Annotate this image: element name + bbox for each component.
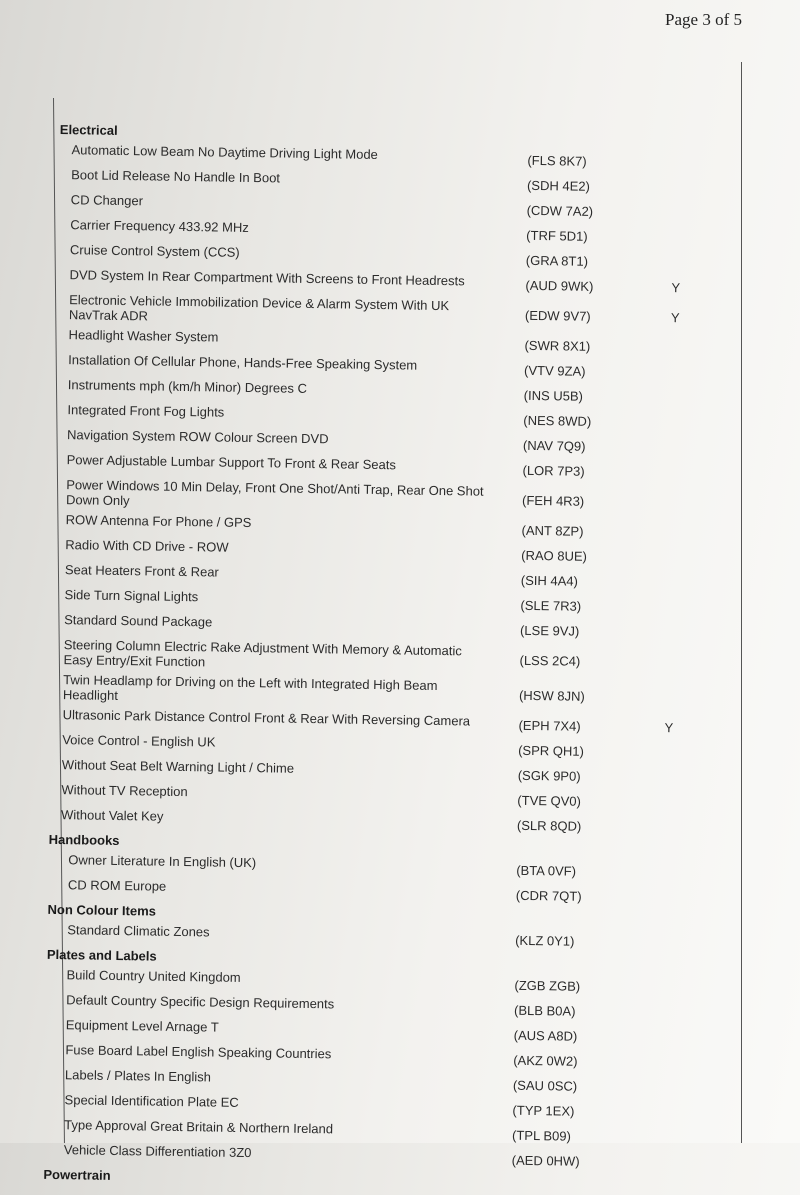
option-description: Build Country United Kingdom (66, 967, 241, 985)
option-description: Standard Climatic Zones (67, 922, 210, 940)
option-description: CD ROM Europe (67, 877, 167, 894)
option-code: (TVE QV0) (517, 792, 582, 809)
option-description: Labels / Plates In English (64, 1067, 212, 1085)
section-handbooks (48, 830, 689, 910)
option-description: Without TV Reception (61, 782, 188, 800)
option-code: (AKZ 0W2) (513, 1052, 578, 1069)
option-description: Fuse Board Label English Speaking Countries (65, 1042, 332, 1062)
option-description: Cruise Control System (CCS) (69, 242, 240, 260)
option-code: (LSS 2C4) (519, 652, 581, 669)
option-code: (NAV 7Q9) (522, 437, 586, 454)
option-code: (TPL B09) (511, 1127, 571, 1144)
option-description: DVD System In Rear Compartment With Screens to Front Headrests (69, 267, 465, 289)
section-title: Handbooks (48, 831, 120, 849)
option-code: (EPH 7X4) (518, 717, 581, 734)
option-description: Electronic Vehicle Immobilization Device & Alarm System With UK NavTrak ADR (68, 292, 450, 324)
option-code: (SPR QH1) (518, 742, 585, 759)
page-number: Page 3 of 5 (665, 10, 742, 29)
option-description: Power Windows 10 Min Delay, Front One Shot/Anti Trap, Rear One Shot Down Only (65, 477, 484, 509)
option-code: (SLE 7R3) (520, 597, 582, 614)
section-title: Electrical (59, 121, 118, 138)
option-code: (KLZ 0Y1) (515, 932, 575, 949)
option-description: Side Turn Signal Lights (64, 587, 199, 605)
option-code: (TRF 5D1) (526, 227, 588, 244)
option-description: Steering Column Electric Rake Adjustment With Memory & Automatic Easy Entry/Exit Function (63, 637, 462, 670)
option-description: Vehicle Class Differentiation 3Z0 (63, 1142, 252, 1161)
section-plates-and-labels (44, 945, 687, 1175)
option-code: (TYP 1EX) (512, 1102, 575, 1119)
option-code: (CDW 7A2) (526, 202, 594, 219)
option-description: Without Seat Belt Warning Light / Chime (61, 757, 295, 776)
option-description: Ultrasonic Park Distance Control Front & Rear With Reversing Camera (62, 707, 471, 729)
option-description: Equipment Level Arnage T (65, 1017, 219, 1035)
option-description: Standard Sound Package (64, 612, 213, 630)
option-code: (SLR 8QD) (516, 817, 582, 834)
option-code: (SAU 0SC) (512, 1077, 578, 1094)
option-flag: Y (664, 719, 674, 735)
section-electrical (49, 120, 700, 840)
option-code: (EDW 9V7) (524, 307, 591, 324)
option-description: Special Identification Plate EC (64, 1092, 239, 1110)
option-description: Navigation System ROW Colour Screen DVD (66, 427, 329, 447)
option-description: Automatic Low Beam No Daytime Driving Light Mode (71, 142, 378, 162)
option-description: CD Changer (70, 192, 144, 209)
option-description: Carrier Frequency 433.92 MHz (70, 217, 249, 235)
option-description: Boot Lid Release No Handle In Boot (71, 167, 281, 186)
option-code: (BLB B0A) (513, 1002, 576, 1019)
option-code: (AED 0HW) (511, 1152, 580, 1169)
option-code: (SGK 9P0) (517, 767, 581, 784)
option-description: Radio With CD Drive - ROW (65, 537, 229, 555)
option-code: (SWR 8X1) (524, 337, 591, 354)
section-title: Powertrain (43, 1166, 111, 1183)
option-description: Twin Headlamp for Driving on the Left with Integrated High Beam Headlight (62, 672, 438, 703)
section-title: Plates and Labels (46, 946, 157, 964)
option-code: (AUS A8D) (513, 1027, 578, 1044)
option-description: Integrated Front Fog Lights (67, 402, 225, 420)
option-code: (GRA 8T1) (525, 252, 589, 269)
option-description: ROW Antenna For Phone / GPS (65, 512, 252, 531)
option-code: (AUD 9WK) (525, 277, 594, 294)
option-code: (SDH 4E2) (526, 177, 591, 194)
option-description: Type Approval Great Britain & Northern Ireland (64, 1117, 334, 1137)
option-code: (INS U5B) (523, 387, 584, 404)
option-code: (HSW 8JN) (518, 687, 585, 704)
option-description: Without Valet Key (60, 807, 164, 824)
option-code: (ZGB ZGB) (514, 977, 581, 994)
option-description: Headlight Washer System (68, 327, 219, 345)
option-code: (FLS 8K7) (527, 152, 587, 169)
option-code: (ANT 8ZP) (521, 522, 584, 539)
options-list (43, 120, 700, 1195)
right-margin-rule (741, 62, 742, 1143)
option-description: Power Adjustable Lumbar Support To Front & Rear Seats (66, 452, 397, 473)
option-description: Owner Literature In English (UK) (68, 852, 257, 871)
option-code: (SIH 4A4) (520, 572, 579, 589)
option-code: (CDR 7QT) (515, 887, 582, 904)
option-code: (BTA 0VF) (516, 862, 577, 879)
option-flag: Y (671, 279, 681, 295)
section-title: Non Colour Items (47, 901, 157, 919)
option-code: (LOR 7P3) (522, 462, 585, 479)
option-flag: Y (670, 309, 680, 325)
option-code: (VTV 9ZA) (524, 362, 586, 379)
option-description: Instruments mph (km/h Minor) Degrees C (67, 377, 308, 396)
option-description: Seat Heaters Front & Rear (64, 562, 219, 580)
option-code: (FEH 4R3) (521, 492, 585, 509)
option-description: Default Country Specific Design Requirements (66, 992, 335, 1012)
option-code: (NES 8WD) (523, 412, 592, 429)
option-code: (RAO 8UE) (521, 547, 588, 564)
option-description: Installation Of Cellular Phone, Hands-Free Speaking System (68, 352, 418, 373)
option-code: (LSE 9VJ) (519, 622, 580, 639)
option-description: Voice Control - English UK (62, 732, 216, 750)
